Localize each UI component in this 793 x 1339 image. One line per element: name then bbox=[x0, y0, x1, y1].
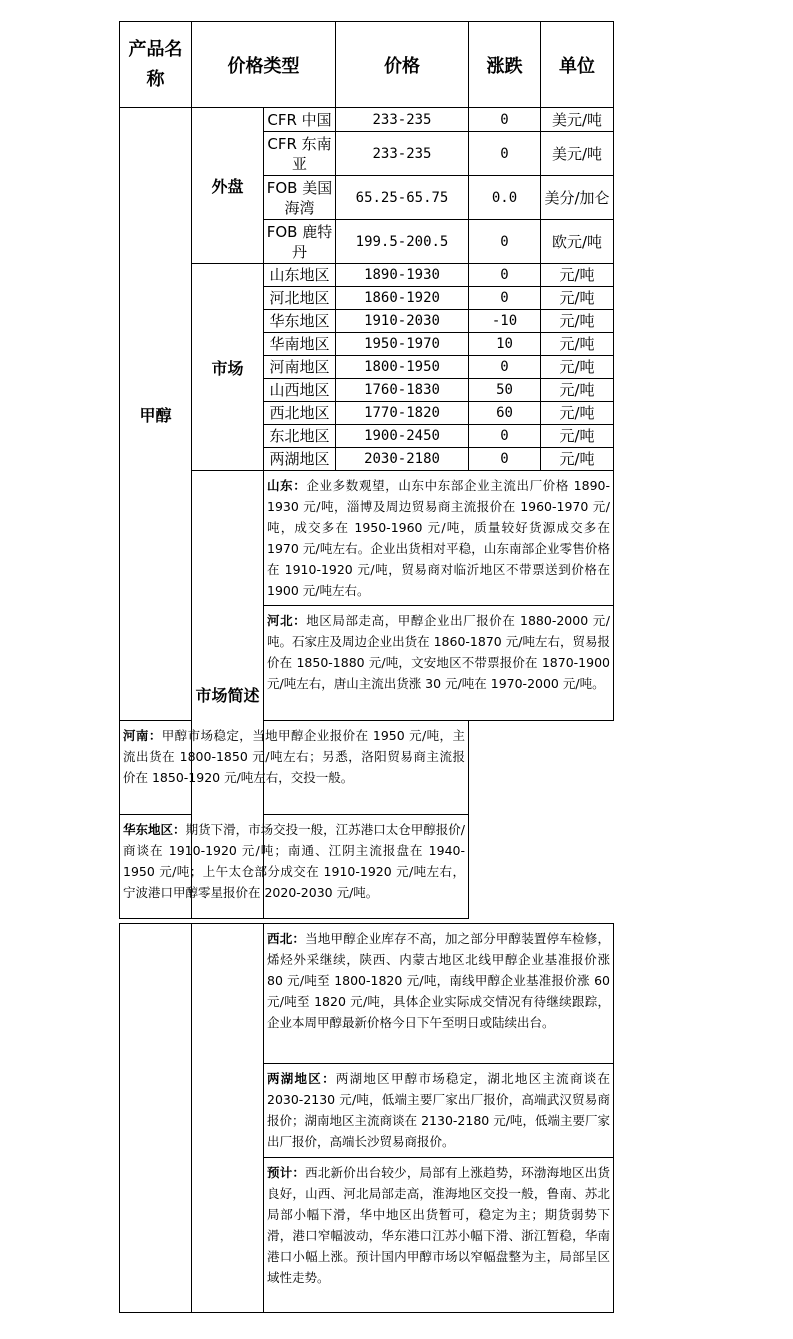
row-unit: 元/吨 bbox=[541, 402, 614, 425]
row-price: 1890-1930 bbox=[336, 264, 469, 287]
summary-paragraph bbox=[264, 1158, 614, 1313]
row-change: 0 bbox=[469, 448, 541, 471]
row-change: 0 bbox=[469, 287, 541, 310]
row-unit: 元/吨 bbox=[541, 287, 614, 310]
row-name: FOB 美国海湾 bbox=[264, 176, 336, 220]
row-price: 1910-2030 bbox=[336, 310, 469, 333]
row-name: 河南地区 bbox=[264, 356, 336, 379]
summary-text: 期货下滑，市场交投一般，江苏港口太仓甲醇报价/商谈在 1910-1920 元/吨；南通、江阴主流报盘在 1940-1950 元/吨；上午太仓部分成交在 1910-1920 元/吨左右，宁波港口甲醇零星报价在 2020-2030 元/吨。 bbox=[123, 822, 465, 900]
row-change: 0 bbox=[469, 264, 541, 287]
row-change: 0 bbox=[469, 356, 541, 379]
summary-region: 西北： bbox=[267, 931, 306, 946]
table-row bbox=[120, 264, 614, 287]
summary-region: 两湖地区： bbox=[267, 1071, 336, 1086]
summary-region: 河南： bbox=[123, 728, 162, 743]
row-change: 10 bbox=[469, 333, 541, 356]
summary-region: 山东： bbox=[267, 478, 307, 493]
table-row bbox=[120, 108, 614, 132]
row-price: 65.25-65.75 bbox=[336, 176, 469, 220]
row-name: CFR 东南亚 bbox=[264, 132, 336, 176]
empty-product-cell bbox=[120, 924, 192, 1313]
row-price: 1900-2450 bbox=[336, 425, 469, 448]
summary-region: 华东地区： bbox=[123, 822, 186, 837]
row-unit: 元/吨 bbox=[541, 264, 614, 287]
summary-paragraph bbox=[264, 924, 614, 1064]
external-label: 外盘 bbox=[192, 108, 264, 264]
header-product-name: 产品名称 bbox=[120, 22, 192, 108]
summary-text: 企业多数观望，山东中东部企业主流出厂价格 1890-1930 元/吨，淄博及周边贸易商主流报价在 1960-1970 元/吨，成交多在 1950-1960 元/吨，质量较好货源成交多在 1970 元/吨左右。企业出货相对平稳，山东南部企业零售价格在 1910-1920 元/吨，贸易商对临沂地区不带票送到价格在 1900 元/吨左右。 bbox=[267, 478, 610, 598]
row-name: 河北地区 bbox=[264, 287, 336, 310]
header-unit: 单位 bbox=[541, 22, 614, 108]
row-change: 0 bbox=[469, 132, 541, 176]
summary-region: 预计： bbox=[267, 1165, 306, 1180]
summary-paragraph bbox=[264, 1064, 614, 1158]
row-unit: 元/吨 bbox=[541, 356, 614, 379]
summary-text: 两湖地区甲醇市场稳定，湖北地区主流商谈在 2030-2130 元/吨，低端主要厂家出厂报价，高端武汉贸易商报价；湖南地区主流商谈在 2130-2180 元/吨，低端主要厂家出厂报价，高端长沙贸易商报价。 bbox=[267, 1071, 610, 1149]
row-unit: 美元/吨 bbox=[541, 132, 614, 176]
row-price: 199.5-200.5 bbox=[336, 220, 469, 264]
row-change: 60 bbox=[469, 402, 541, 425]
row-price: 1950-1970 bbox=[336, 333, 469, 356]
row-unit: 元/吨 bbox=[541, 448, 614, 471]
row-name: 华东地区 bbox=[264, 310, 336, 333]
row-change: 50 bbox=[469, 379, 541, 402]
row-change: -10 bbox=[469, 310, 541, 333]
row-unit: 元/吨 bbox=[541, 333, 614, 356]
summary-text: 地区局部走高，甲醇企业出厂报价在 1880-2000 元/吨。石家庄及周边企业出货在 1860-1870 元/吨左右，贸易报价在 1850-1880 元/吨，文安地区不带票报价在 1870-1900 元/吨左右，唐山主流出货涨 30 元/吨在 1970-2000 元/吨。 bbox=[267, 613, 610, 691]
summary-paragraph bbox=[120, 815, 469, 919]
price-report bbox=[119, 21, 613, 1313]
row-name: 山西地区 bbox=[264, 379, 336, 402]
summary-label: 市场简述 bbox=[192, 471, 264, 919]
row-price: 1860-1920 bbox=[336, 287, 469, 310]
summary-row bbox=[120, 924, 614, 1064]
summary-paragraph bbox=[264, 471, 614, 606]
price-table-part-2 bbox=[119, 923, 614, 1313]
summary-row bbox=[120, 815, 614, 919]
row-price: 1760-1830 bbox=[336, 379, 469, 402]
row-unit: 美分/加仑 bbox=[541, 176, 614, 220]
row-price: 233-235 bbox=[336, 132, 469, 176]
summary-paragraph bbox=[120, 721, 469, 815]
row-unit: 欧元/吨 bbox=[541, 220, 614, 264]
row-unit: 元/吨 bbox=[541, 379, 614, 402]
summary-text: 西北新价出台较少，局部有上涨趋势，环渤海地区出货良好，山西、河北局部走高，淮海地区交投一般，鲁南、苏北局部小幅下滑，华中地区出货暂可，稳定为主；期货弱势下滑，港口窄幅波动，华东港口江苏小幅下滑、浙江暂稳，华南港口小幅上涨。预计国内甲醇市场以窄幅盘整为主，局部呈区域性走势。 bbox=[267, 1165, 610, 1285]
row-change: 0 bbox=[469, 220, 541, 264]
header-price-type: 价格类型 bbox=[192, 22, 336, 108]
row-change: 0 bbox=[469, 425, 541, 448]
row-unit: 元/吨 bbox=[541, 310, 614, 333]
row-price: 2030-2180 bbox=[336, 448, 469, 471]
table-header bbox=[120, 22, 614, 108]
summary-row bbox=[120, 721, 614, 815]
summary-text: 甲醇市场稳定，当地甲醇企业报价在 1950 元/吨，主流出货在 1800-1850 元/吨左右；另悉，洛阳贸易商主流报价在 1850-1920 元/吨左右，交投一般。 bbox=[123, 728, 465, 785]
row-price: 1770-1820 bbox=[336, 402, 469, 425]
row-change: 0 bbox=[469, 108, 541, 132]
row-unit: 美元/吨 bbox=[541, 108, 614, 132]
header-change: 涨跌 bbox=[469, 22, 541, 108]
summary-row bbox=[120, 471, 614, 606]
empty-type-cell bbox=[192, 924, 264, 1313]
row-name: 山东地区 bbox=[264, 264, 336, 287]
row-price: 1800-1950 bbox=[336, 356, 469, 379]
row-name: 华南地区 bbox=[264, 333, 336, 356]
summary-region: 河北： bbox=[267, 613, 307, 628]
row-name: FOB 鹿特丹 bbox=[264, 220, 336, 264]
row-change: 0.0 bbox=[469, 176, 541, 220]
row-name: CFR 中国 bbox=[264, 108, 336, 132]
product-cell: 甲醇 bbox=[120, 108, 192, 721]
row-name: 东北地区 bbox=[264, 425, 336, 448]
row-name: 两湖地区 bbox=[264, 448, 336, 471]
header-price: 价格 bbox=[336, 22, 469, 108]
market-label: 市场 bbox=[192, 264, 264, 471]
summary-paragraph bbox=[264, 606, 614, 721]
row-price: 233-235 bbox=[336, 108, 469, 132]
row-unit: 元/吨 bbox=[541, 425, 614, 448]
row-name: 西北地区 bbox=[264, 402, 336, 425]
price-table-part-1 bbox=[119, 21, 614, 919]
summary-text: 当地甲醇企业库存不高，加之部分甲醇装置停车检修，烯烃外采继续，陕西、内蒙古地区北线甲醇企业基准报价涨 80 元/吨至 1800-1820 元/吨，南线甲醇企业基准报价涨 60 元/吨至 1820 元/吨，具体企业实际成交情况有待继续跟踪，企业本周甲醇最新价格今日下午至明日或陆续出台。 bbox=[267, 931, 610, 1030]
